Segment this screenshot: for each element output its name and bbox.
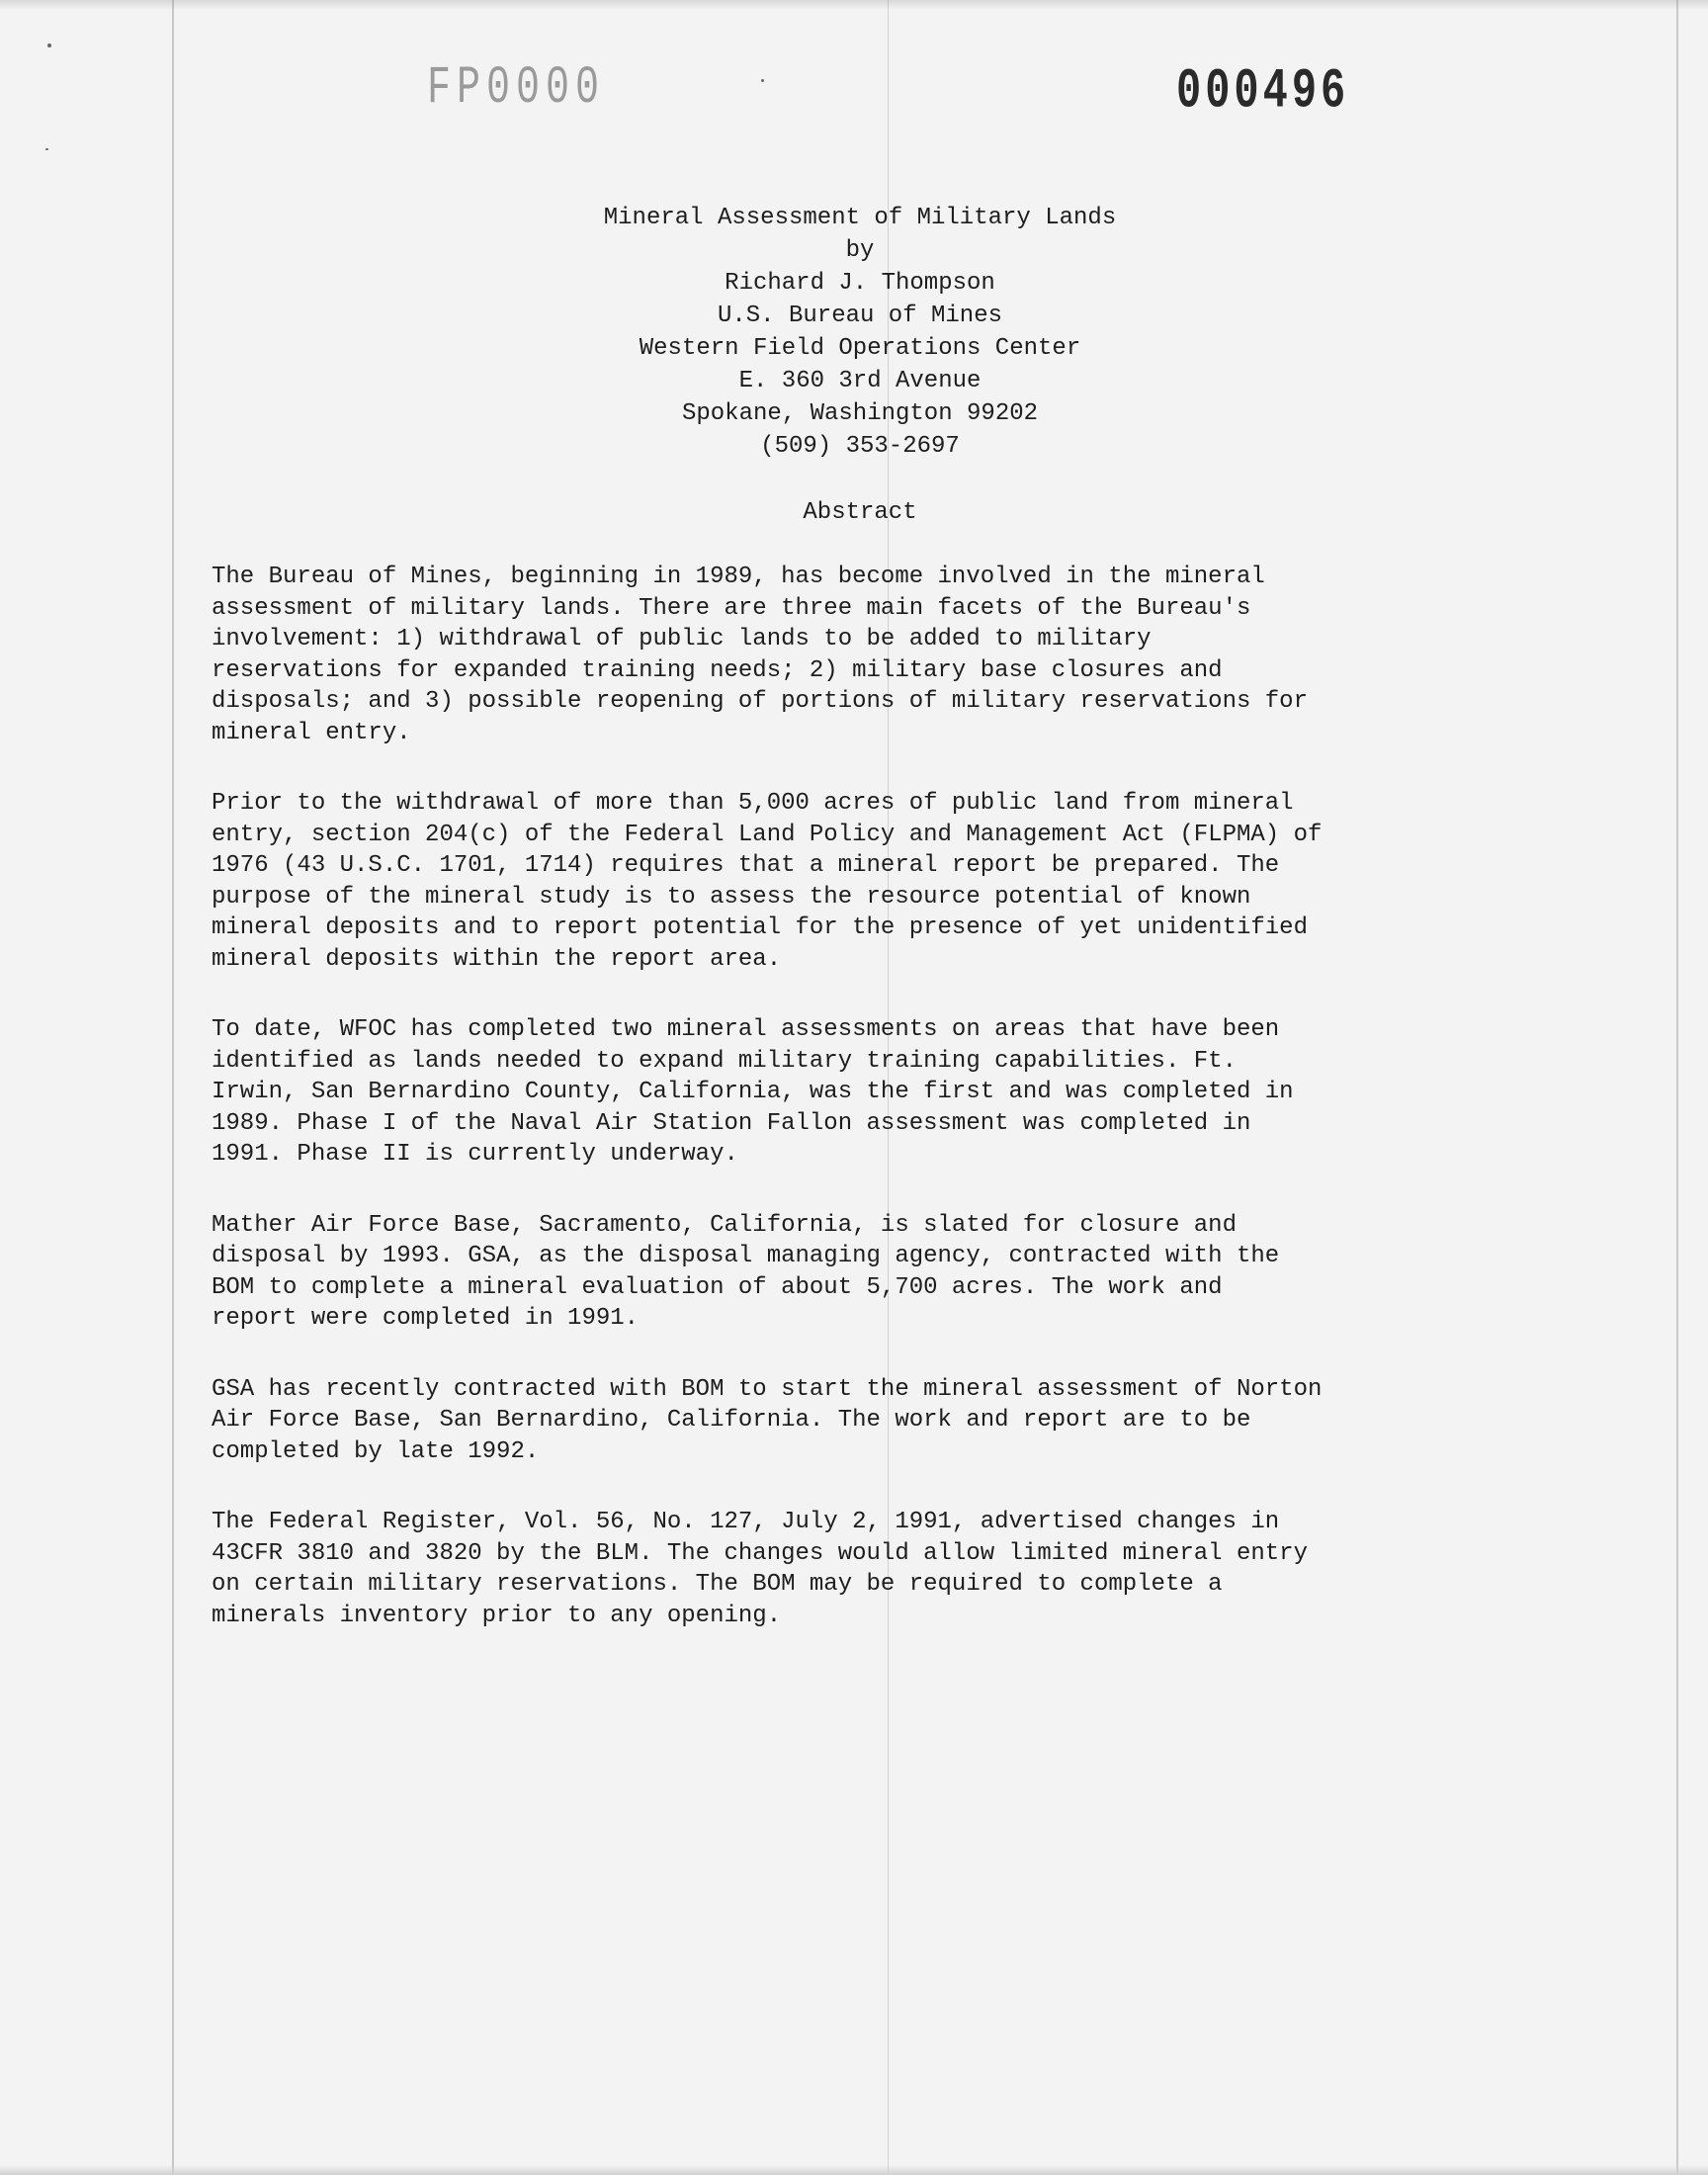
abstract-paragraph [212, 562, 1536, 748]
abstract-paragraph [212, 1374, 1536, 1468]
title-block [415, 202, 1305, 463]
abstract-paragraph [212, 788, 1536, 975]
text-line: Irwin, San Bernardino County, California, was the first and was completed in [212, 1079, 1294, 1105]
city-state-zip: Spokane, Washington 99202 [681, 400, 1039, 427]
text-line: mineral entry. [212, 719, 411, 746]
text-line: purpose of the mineral study is to assess the resource potential of known [212, 883, 1251, 911]
text-line: GSA has recently contracted with BOM to start the mineral assessment of Norton [212, 1375, 1323, 1403]
bates-stamp-number: 000496 [1176, 59, 1350, 124]
text-line: To date, WFOC has completed two mineral assessments on areas that have been [212, 1016, 1280, 1043]
scan-speck [761, 79, 764, 82]
scan-speck [45, 148, 48, 150]
abstract-body [212, 562, 1536, 1671]
author-name: Richard J. Thompson [725, 270, 995, 297]
text-line: mineral deposits within the report area. [212, 945, 782, 973]
paper-title: Mineral Assessment of Military Lands [603, 205, 1117, 231]
text-line: assessment of military lands. There are three main facets of the Bureau's [212, 594, 1251, 622]
agency: U.S. Bureau of Mines [717, 303, 1003, 329]
scan-line-right [1676, 0, 1678, 2175]
text-line: report were completed in 1991. [212, 1305, 640, 1332]
office-name: Western Field Operations Center [639, 335, 1081, 362]
abstract-paragraph [212, 1210, 1536, 1335]
abstract-heading: Abstract [803, 499, 917, 526]
text-line: involvement: 1) withdrawal of public lands to be added to military [212, 626, 1152, 652]
text-line: The Federal Register, Vol. 56, No. 127, July 2, 1991, advertised changes in [212, 1509, 1280, 1535]
text-line: Mather Air Force Base, Sacramento, California, is slated for closure and [212, 1211, 1237, 1239]
text-line: on certain military reservations. The BOM may be required to complete a [212, 1571, 1223, 1598]
scan-bottom-edge [0, 2165, 1708, 2175]
abstract-paragraph [212, 1014, 1536, 1171]
text-line: completed by late 1992. [212, 1437, 540, 1465]
text-line: entry, section 204(c) of the Federal Land Policy and Management Act (FLPMA) of [212, 821, 1323, 848]
text-line: Air Force Base, San Bernardino, California. The work and report are to be [212, 1407, 1251, 1434]
text-line: 1976 (43 U.S.C. 1701, 1714) requires that a mineral report be prepared. The [212, 852, 1280, 879]
text-line: 43CFR 3810 and 3820 by the BLM. The changes would allow limited mineral entry [212, 1539, 1308, 1567]
street-address: E. 360 3rd Avenue [738, 368, 982, 394]
scan-speck [47, 44, 51, 47]
text-line: The Bureau of Mines, beginning in 1989, has become involved in the mineral [212, 564, 1265, 590]
abstract-paragraph [212, 1507, 1536, 1631]
text-line: disposal by 1993. GSA, as the disposal managing agency, contracted with the [212, 1243, 1280, 1269]
text-line: Prior to the withdrawal of more than 5,000 acres of public land from mineral [212, 790, 1294, 817]
text-line: mineral deposits and to report potential for the presence of yet unidentified [212, 914, 1308, 941]
scan-line-left [172, 0, 174, 2175]
text-line: identified as lands needed to expand military training capabilities. Ft. [212, 1047, 1237, 1075]
text-line: BOM to complete a mineral evaluation of about 5,700 acres. The work and [212, 1273, 1223, 1301]
bates-stamp-faint: FP0000 [427, 59, 606, 120]
byline: by [845, 237, 875, 264]
text-line: 1989. Phase I of the Naval Air Station Fallon assessment was completed in [212, 1109, 1251, 1137]
text-line: disposals; and 3) possible reopening of portions of military reservations for [212, 688, 1308, 715]
scan-top-edge [0, 0, 1708, 10]
text-line: minerals inventory prior to any opening. [212, 1602, 782, 1629]
text-line: 1991. Phase II is currently underway. [212, 1141, 738, 1168]
text-line: reservations for expanded training needs; 2) military base closures and [212, 656, 1223, 684]
phone-number: (509) 353-2697 [760, 433, 960, 460]
